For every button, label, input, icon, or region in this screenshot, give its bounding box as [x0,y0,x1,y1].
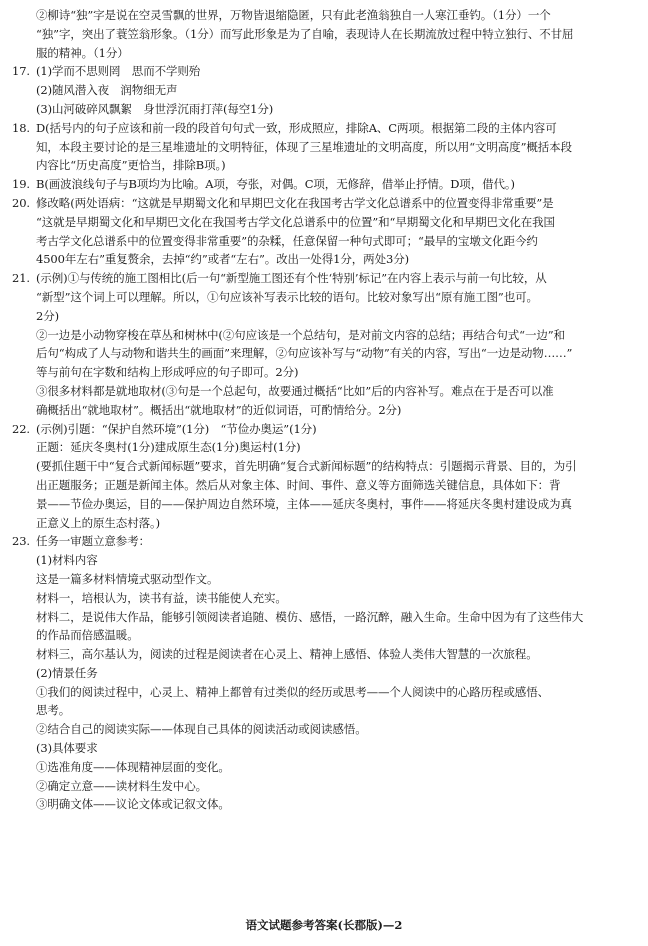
answer-line [12,777,638,796]
answer-text: 服的精神。（1分） [36,45,129,60]
answer-text: 任务一审题立意参考： [36,534,150,549]
answer-text: (要抓住题干中“复合式新闻标题”要求，首先明确“复合式新闻标题”的结构特点：引题揭示背景、目的，为引 [36,459,577,474]
answer-line [12,608,638,627]
answer-text: (1)材料内容 [36,553,98,568]
answer-block [12,269,638,419]
answer-line [12,382,638,401]
answer-text: (2)情景任务 [36,665,98,680]
answer-text: ②结合自己的阅读实际——体现自己具体的阅读活动或阅读感悟。 [36,722,367,737]
answer-text: (2)随风潜入夜 润物细无声 [36,83,178,98]
answer-text: “这就是早期蜀文化和早期巴文化在我国考古学文化总谱系中的位置”和“早期蜀文化和早期巴文化在我国 [36,214,555,229]
answer-line [12,683,638,702]
answer-text: 思考。 [36,703,71,718]
answer-line [12,307,638,326]
answer-text: ③很多材料都是就地取材(③句是一个总起句，故要通过概括“比如”后的内容补写。难点在于是否可以准 [36,383,554,398]
answer-line [12,664,638,683]
answer-text: ①我们的阅读过程中，心灵上、精神上都曾有过类似的经历或思考——个人阅读中的心路历程或感悟、 [36,684,549,699]
answer-text: 这是一篇多材料情境式驱动型作文。 [36,571,219,586]
answer-text: 材料二，是说伟大作品，能够引领阅读者追随、模仿、感悟，一路沉醉，融入生命。生命中因为有了这些伟大 [36,609,584,624]
answer-block [12,62,638,118]
answer-text: 确概括出“就地取材”。概括出“就地取材”的近似词语，可酌情给分。2分) [36,402,402,417]
answer-text: (示例)引题：“保护自然环境”(1分) “节俭办奥运”(1分) [36,421,317,436]
answer-content [12,6,638,814]
answer-text: 等与前句在字数和结构上形成呼应的句子即可。2分) [36,365,299,380]
answer-text: “独”字，突出了蓑笠翁形象。（1分）而写此形象是为了自喻，表现诗人在长期流放过程中特立独行、不甘屈 [36,26,574,41]
answer-text: 正意义上的原生态村落。) [36,515,161,530]
answer-line [12,438,638,457]
answer-line [12,589,638,608]
question-number: 20. [12,195,30,210]
answer-text: ③明确文体——议论文体或记叙文体。 [36,797,230,812]
answer-text: D(括号内的句子应该和前一段的段首句句式一致，形成照应，排除A、C两项。根据第二段的主体内容可 [36,120,557,135]
answer-line [12,213,638,232]
answer-block [12,175,638,194]
answer-text: ②一边是小动物穿梭在草丛和树林中(②句应该是一个总结句，是对前文内容的总结；再结合句式“一边”和 [36,327,565,342]
answer-line [12,194,638,213]
answer-block [12,532,638,814]
answer-text: 正题：延庆冬奥村(1分)建成原生态(1分)奥运村(1分) [36,440,301,455]
answer-text: (3)山河破碎风飘絮 身世浮沉雨打萍(每空1分) [36,101,274,116]
answer-line [12,25,638,44]
answer-line [12,44,638,63]
answer-text: (3)具体要求 [36,741,98,756]
answer-line [12,81,638,100]
answer-line [12,514,638,533]
page-footer: 语文试题参考答案(长郡版)—2 [245,918,403,932]
answer-line [12,62,638,81]
answer-line [12,6,638,25]
answer-line [12,758,638,777]
answer-line [12,250,638,269]
answer-line [12,701,638,720]
answer-text: 修改略(两处语病：“这就是早期蜀文化和早期巴文化在我国考古学文化总谱系中的位置变得非常重要”是 [36,195,554,210]
answer-line [12,795,638,814]
answer-line [12,100,638,119]
answer-text: (1)学而不思则罔 思而不学则殆 [36,64,201,79]
answer-line [12,401,638,420]
answer-text: ②确定立意——读材料生发中心。 [36,778,207,793]
question-number: 22. [12,421,30,436]
answer-text: (示例)①与传统的施工图相比(后一句“新型施工图还有个性‘特别’标记”在内容上表示与前一句比较，从 [36,271,547,286]
answer-text: 出正题服务；正题是新闻主体。然后从对象主体、时间、事件、意义等方面筛选关键信息，具体如下：背 [36,477,561,492]
answer-text: B(画波浪线句子与B项均为比喻。A项，夸张，对偶。C项，无修辞，借举止抒情。D项，借代。) [36,177,515,192]
answer-line [12,344,638,363]
answer-line [12,532,638,551]
answer-block [12,420,638,533]
answer-block [12,6,638,62]
answer-line [12,326,638,345]
answer-line [12,232,638,251]
answer-line [12,119,638,138]
answer-line [12,156,638,175]
answer-line [12,138,638,157]
answer-text: 材料三，高尔基认为，阅读的过程是阅读者在心灵上、精神上感悟、体验人类伟大智慧的一次旅程。 [36,647,538,662]
answer-text: 4500年左右”重复赘余，去掉“约”或者“左右”。改出一处得1分，两处3分) [36,252,409,267]
answer-line [12,720,638,739]
answer-text: 的作品而倍感温暖。 [36,628,139,643]
answer-line [12,476,638,495]
answer-line [12,551,638,570]
question-number: 17. [12,64,30,79]
answer-line [12,645,638,664]
answer-text: 知，本段主要讨论的是三星堆遗址的文明特征，体现了三星堆遗址的文明高度，所以用“文明高度”概括本段 [36,139,572,154]
answer-text: 景——节俭办奥运，目的——保护周边自然环境，主体——延庆冬奥村，事件——将延庆冬奥村建设成为真 [36,496,572,511]
answer-line [12,495,638,514]
answer-text: 2分) [36,308,60,323]
answer-block [12,194,638,269]
answer-line [12,739,638,758]
question-number: 21. [12,271,30,286]
answer-block [12,119,638,175]
question-number: 18. [12,120,30,135]
answer-text: 内容比“历史高度”更恰当，排除B项。) [36,158,226,173]
answer-text: ②柳诗“独”字是说在空灵雪飘的世界，万物皆退缩隐匿，只有此老渔翁独自一人寒江垂钓。（1分）一个 [36,8,551,22]
answer-line [12,363,638,382]
question-number: 19. [12,177,30,192]
answer-line [12,269,638,288]
answer-line [12,175,638,194]
answer-line [12,420,638,439]
answer-text: 后句“构成了人与动物和谐共生的画面”来理解，②句应该补写与“动物”有关的内容，写出“一边是动物……” [36,346,573,361]
answer-line [12,626,638,645]
answer-line [12,288,638,307]
answer-text: “新型”这个词上可以理解。所以，①句应该补写表示比较的语句。比较对象写出“原有施工图”也可。 [36,289,538,304]
question-number: 23. [12,534,30,549]
answer-text: 材料一，培根认为，读书有益，读书能使人充实。 [36,590,287,605]
answer-line [12,457,638,476]
answer-text: ①选准角度——体现精神层面的变化。 [36,759,230,774]
answer-text: 考古学文化总谱系中的位置变得非常重要”的杂糅，任意保留一种句式即可；“最早的宝墩文化距今约 [36,233,538,248]
answer-line [12,570,638,589]
